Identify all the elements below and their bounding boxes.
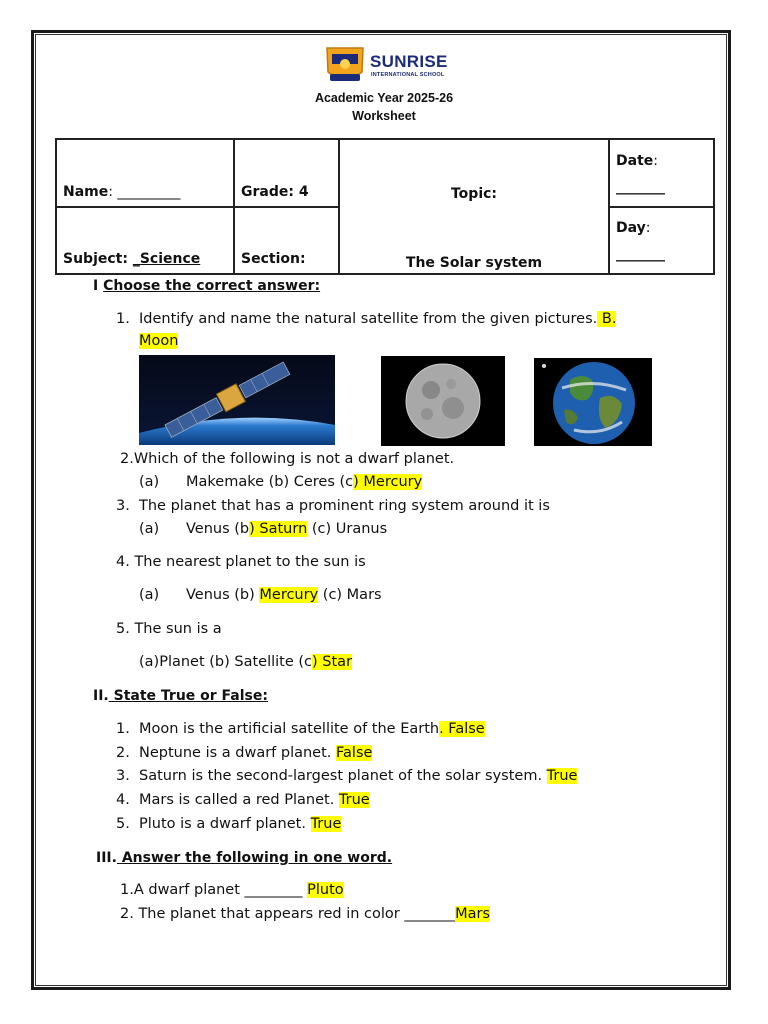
topic-value: The Solar system <box>405 255 543 271</box>
q4-options: Venus (b) Mercury (c) Mars <box>186 587 382 603</box>
q5-options: (a)Planet (b) Satellite (c) Star <box>139 654 353 670</box>
info-table <box>55 138 715 275</box>
tf-item-1-number: 1. <box>116 721 130 737</box>
section-3-heading: III. Answer the following in one word. <box>96 850 393 866</box>
section-2-heading: II. State True or False: <box>93 688 268 704</box>
q4-option-a: (a) <box>139 587 160 603</box>
moon-image <box>381 356 505 446</box>
date-field: Date: _______ <box>609 139 714 207</box>
q1-text: Identify and name the natural satellite from the given pictures. B. <box>139 311 617 327</box>
ow-item-1: 1.A dwarf planet ________ Pluto <box>120 882 344 898</box>
day-field: Day: _______ <box>609 207 714 274</box>
tf-item-3-number: 3. <box>116 768 130 784</box>
section-1-heading: I Choose the correct answer: <box>93 278 321 294</box>
q3-option-a: (a) <box>139 521 160 537</box>
tf-item-5: Pluto is a dwarf planet. True <box>139 816 342 832</box>
tf-item-2-number: 2. <box>116 745 130 761</box>
section-field: Section: <box>234 207 339 274</box>
tf-item-3: Saturn is the second-largest planet of the solar system. True <box>139 768 578 784</box>
subject-field: Subject: _Science <box>56 207 234 274</box>
q4-text: 4. The nearest planet to the sun is <box>116 554 366 570</box>
earth-image <box>534 358 652 446</box>
q2-option-a: (a) <box>139 474 160 490</box>
q3-text: The planet that has a prominent ring system around it is <box>139 498 550 514</box>
tf-item-1: Moon is the artificial satellite of the Earth. False <box>139 721 485 737</box>
grade-field: Grade: 4 <box>234 139 339 207</box>
tf-item-5-number: 5. <box>116 816 130 832</box>
topic-cell <box>339 139 609 274</box>
ow-item-2: 2. The planet that appears red in color _______Mars <box>120 906 491 922</box>
tf-item-4-number: 4. <box>116 792 130 808</box>
school-subtitle: INTERNATIONAL SCHOOL <box>371 72 445 78</box>
academic-year: Academic Year 2025-26 <box>314 91 454 105</box>
q5-text: 5. The sun is a <box>116 621 222 637</box>
name-field: Name: _________ <box>56 139 234 207</box>
q2-options: Makemake (b) Ceres (c) Mercury <box>186 474 423 490</box>
q1-number: 1. <box>116 311 130 327</box>
school-crest-icon <box>324 44 366 88</box>
school-name: SUNRISE <box>370 52 448 71</box>
q3-number: 3. <box>116 498 130 514</box>
topic-label: Topic: <box>450 186 498 202</box>
worksheet-title: Worksheet <box>352 109 416 123</box>
satellite-image <box>139 355 335 445</box>
q3-options: Venus (b) Saturn (c) Uranus <box>186 521 388 537</box>
q1-answer: Moon <box>139 333 179 349</box>
tf-item-4: Mars is called a red Planet. True <box>139 792 370 808</box>
q2-text: 2.Which of the following is not a dwarf planet. <box>120 451 455 467</box>
tf-item-2: Neptune is a dwarf planet. False <box>139 745 373 761</box>
school-logo <box>324 44 446 90</box>
